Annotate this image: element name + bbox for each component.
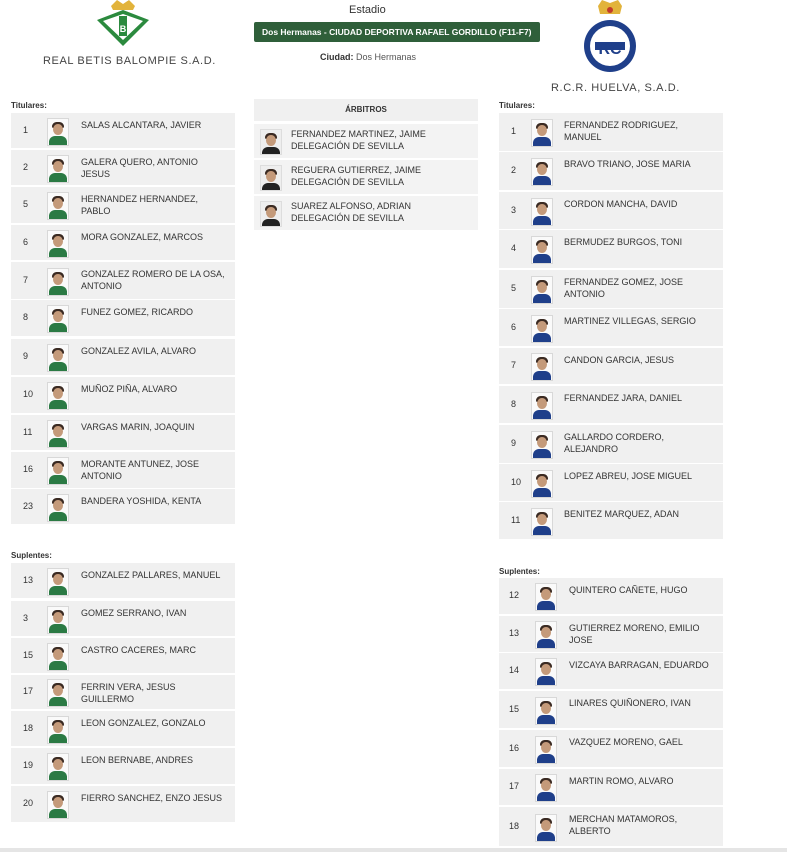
player-photo-icon — [47, 494, 69, 522]
player-name[interactable]: MARTIN ROMO, ALVARO — [569, 776, 674, 786]
player-photo-icon — [531, 198, 553, 226]
player-photo-icon — [531, 315, 553, 343]
referee-delegation: DELEGACIÓN DE SEVILLA — [291, 141, 405, 151]
player-row[interactable] — [11, 113, 235, 148]
player-photo-icon — [531, 508, 553, 536]
player-photo-icon — [531, 431, 553, 459]
player-photo-icon — [47, 305, 69, 333]
player-row[interactable] — [11, 786, 235, 822]
player-row[interactable] — [11, 601, 235, 636]
referee-photo-icon — [260, 201, 282, 227]
home-team-name: REAL BETIS BALOMPIE S.A.D. — [43, 55, 216, 67]
city-value: Dos Hermanas — [356, 52, 417, 62]
player-photo-icon — [47, 382, 69, 410]
player-row[interactable] — [499, 464, 723, 501]
player-photo-icon — [47, 268, 69, 296]
away-subs-label: Suplentes: — [499, 567, 540, 576]
player-name[interactable]: VIZCAYA BARRAGAN, EDUARDO — [569, 660, 709, 670]
player-number: 11 — [23, 427, 33, 437]
player-photo-icon — [531, 353, 553, 381]
player-photo-icon — [47, 791, 69, 819]
player-number: 5 — [511, 283, 517, 293]
city-label: Ciudad: — [320, 52, 354, 62]
player-number: 19 — [23, 760, 34, 770]
player-photo-icon — [47, 230, 69, 258]
player-name[interactable]: BENITEZ MARQUEZ, ADAN — [564, 509, 680, 519]
referee-row[interactable] — [254, 196, 478, 230]
player-name[interactable]: FERNANDEZ JARA, DANIEL — [564, 393, 683, 403]
player-row[interactable] — [499, 230, 723, 268]
player-number: 5 — [23, 199, 29, 209]
player-row[interactable] — [499, 386, 723, 423]
player-photo-icon — [531, 236, 553, 264]
player-number: 8 — [511, 399, 517, 409]
player-name[interactable]: VAZQUEZ MORENO, GAEL — [569, 737, 683, 747]
player-row[interactable] — [11, 187, 235, 223]
referees-header: ÁRBITROS — [254, 99, 478, 121]
player-photo-icon — [47, 606, 69, 634]
player-photo-icon — [531, 470, 553, 498]
player-name[interactable]: HERNANDEZ HERNANDEZ, PABLO — [81, 194, 199, 216]
player-photo-icon — [47, 457, 69, 485]
player-number: 20 — [23, 798, 34, 808]
player-name[interactable]: GONZALEZ PALLARES, MANUEL — [81, 570, 221, 580]
stadium-badge: Dos Hermanas - CIUDAD DEPORTIVA RAFAEL GORDILLO (F11-F7) — [254, 22, 540, 42]
player-name[interactable]: MUÑOZ PIÑA, ALVARO — [81, 384, 178, 394]
player-number: 6 — [511, 322, 517, 332]
player-row[interactable] — [11, 225, 235, 260]
home-team-crest-icon — [93, 0, 153, 48]
player-name[interactable]: FERRIN VERA, JESUS GUILLERMO — [81, 682, 176, 704]
player-row[interactable] — [499, 502, 723, 539]
player-number: 23 — [23, 501, 34, 511]
player-number: 3 — [23, 613, 29, 623]
player-row[interactable] — [499, 730, 723, 767]
away-team-name: R.C.R. HUELVA, S.A.D. — [551, 82, 680, 94]
referee-name: SUAREZ ALFONSO, ADRIAN — [291, 201, 412, 211]
player-photo-icon — [531, 119, 553, 147]
player-row[interactable] — [11, 489, 235, 524]
player-name[interactable]: BERMUDEZ BURGOS, TONI — [564, 237, 683, 247]
player-photo-icon — [47, 118, 69, 146]
page-bottom-bar — [0, 848, 787, 852]
player-name[interactable]: GALERA QUERO, ANTONIO JESUS — [81, 157, 198, 179]
player-name[interactable]: FUNEZ GOMEZ, RICARDO — [81, 307, 193, 317]
player-number: 6 — [23, 237, 29, 247]
player-row[interactable] — [11, 711, 235, 746]
player-name[interactable]: GONZALEZ AVILA, ALVARO — [81, 346, 197, 356]
player-number: 18 — [23, 723, 34, 733]
player-row[interactable] — [11, 675, 235, 709]
home-starters-label: Titulares: — [11, 101, 47, 110]
player-photo-icon — [535, 621, 557, 649]
referee-delegation: DELEGACIÓN DE SEVILLA — [291, 213, 405, 223]
player-number: 10 — [511, 477, 522, 487]
city-line — [320, 52, 416, 62]
player-name[interactable]: CASTRO CACERES, MARC — [81, 645, 197, 655]
player-number: 18 — [509, 821, 520, 831]
player-photo-icon — [47, 679, 69, 707]
player-row[interactable] — [11, 415, 235, 450]
player-row[interactable] — [11, 262, 235, 299]
player-row[interactable] — [499, 113, 723, 151]
player-row[interactable] — [499, 653, 723, 689]
player-name[interactable]: GONZALEZ ROMERO DE LA OSA, ANTONIO — [81, 269, 225, 291]
player-number: 15 — [509, 704, 520, 714]
player-name[interactable]: LINARES QUIÑONERO, IVAN — [569, 698, 691, 708]
away-starters-label: Titulares: — [499, 101, 535, 110]
player-number: 10 — [23, 389, 34, 399]
player-row[interactable] — [11, 748, 235, 784]
player-row[interactable] — [499, 309, 723, 346]
player-name[interactable]: QUINTERO CAÑETE, HUGO — [569, 585, 688, 595]
player-row[interactable] — [499, 578, 723, 614]
player-row[interactable] — [499, 807, 723, 846]
player-photo-icon — [535, 814, 557, 842]
player-photo-icon — [531, 392, 553, 420]
referee-delegation: DELEGACIÓN DE SEVILLA — [291, 177, 405, 187]
player-photo-icon — [47, 344, 69, 372]
player-name[interactable]: MORA GONZALEZ, MARCOS — [81, 232, 204, 242]
player-name[interactable]: LEON GONZALEZ, GONZALO — [81, 718, 206, 728]
player-number: 14 — [509, 665, 520, 675]
player-name[interactable]: GALLARDO CORDERO, ALEJANDRO — [564, 432, 665, 454]
player-name[interactable]: GUTIERREZ MORENO, EMILIO JOSE — [569, 623, 700, 645]
player-photo-icon — [535, 583, 557, 611]
player-number: 17 — [509, 781, 520, 791]
player-number: 2 — [23, 162, 29, 172]
player-number: 13 — [23, 575, 34, 585]
player-row[interactable] — [499, 348, 723, 384]
player-row[interactable] — [11, 339, 235, 375]
player-number: 2 — [511, 165, 517, 175]
player-row[interactable] — [499, 425, 723, 463]
player-row[interactable] — [11, 638, 235, 673]
player-name[interactable]: VARGAS MARIN, JOAQUIN — [81, 422, 195, 432]
player-number: 4 — [511, 243, 517, 253]
player-number: 3 — [511, 205, 517, 215]
stadium-label: Estadio — [349, 4, 386, 16]
player-number: 9 — [23, 351, 29, 361]
player-name[interactable]: MORANTE ANTUNEZ, JOSE ANTONIO — [81, 459, 200, 481]
player-photo-icon — [47, 568, 69, 596]
player-name[interactable]: GOMEZ SERRANO, IVAN — [81, 608, 187, 618]
player-row[interactable] — [499, 769, 723, 805]
player-number: 15 — [23, 650, 34, 660]
player-number: 11 — [511, 515, 521, 525]
player-row[interactable] — [499, 152, 723, 190]
player-photo-icon — [535, 697, 557, 725]
player-photo-icon — [535, 736, 557, 764]
player-row[interactable] — [499, 192, 723, 229]
referee-row[interactable] — [254, 124, 478, 158]
player-number: 9 — [511, 438, 517, 448]
svg-text:RC: RC — [598, 41, 622, 58]
player-photo-icon — [47, 155, 69, 183]
player-photo-icon — [535, 658, 557, 686]
svg-text:B: B — [119, 24, 127, 34]
player-number: 1 — [23, 125, 29, 135]
player-photo-icon — [47, 192, 69, 220]
referee-row[interactable] — [254, 160, 478, 194]
player-name[interactable]: SALAS ALCANTARA, JAVIER — [81, 120, 202, 130]
player-photo-icon — [47, 753, 69, 781]
player-row[interactable] — [499, 616, 723, 652]
player-name[interactable]: BANDERA YOSHIDA, KENTA — [81, 496, 202, 506]
player-number: 8 — [23, 312, 29, 322]
player-number: 13 — [509, 628, 520, 638]
player-row[interactable] — [11, 563, 235, 598]
player-row[interactable] — [11, 300, 235, 336]
player-number: 12 — [509, 590, 520, 600]
player-row[interactable] — [11, 377, 235, 413]
player-name[interactable]: CORDON MANCHA, DAVID — [564, 199, 678, 209]
player-row[interactable] — [11, 150, 235, 185]
player-name[interactable]: LOPEZ ABREU, JOSE MIGUEL — [564, 471, 693, 481]
player-number: 16 — [23, 464, 34, 474]
player-photo-icon — [47, 716, 69, 744]
player-photo-icon — [531, 158, 553, 186]
player-number: 7 — [511, 360, 517, 370]
referee-photo-icon — [260, 165, 282, 191]
player-row[interactable] — [11, 452, 235, 488]
referee-name: FERNANDEZ MARTINEZ, JAIME — [291, 129, 426, 139]
player-name[interactable]: BRAVO TRIANO, JOSE MARIA — [564, 159, 691, 169]
player-name[interactable]: FIERRO SANCHEZ, ENZO JESUS — [81, 793, 223, 803]
player-name[interactable]: CANDON GARCIA, JESUS — [564, 355, 675, 365]
player-name[interactable]: FERNANDEZ GOMEZ, JOSE ANTONIO — [564, 277, 684, 299]
player-number: 1 — [511, 126, 517, 136]
player-name[interactable]: FERNANDEZ RODRIGUEZ, MANUEL — [564, 120, 679, 142]
away-team-crest-icon — [580, 0, 640, 76]
home-subs-label: Suplentes: — [11, 551, 52, 560]
player-name[interactable]: MARTINEZ VILLEGAS, SERGIO — [564, 316, 696, 326]
player-name[interactable]: MERCHAN MATAMOROS, ALBERTO — [569, 814, 678, 836]
player-photo-icon — [535, 774, 557, 802]
referee-name: REGUERA GUTIERREZ, JAIME — [291, 165, 422, 175]
player-number: 17 — [23, 686, 34, 696]
player-row[interactable] — [499, 691, 723, 728]
player-row[interactable] — [499, 270, 723, 308]
player-photo-icon — [47, 643, 69, 671]
player-photo-icon — [47, 420, 69, 448]
player-number: 7 — [23, 275, 29, 285]
player-name[interactable]: LEON BERNABE, ANDRES — [81, 755, 194, 765]
player-number: 16 — [509, 743, 520, 753]
player-photo-icon — [531, 276, 553, 304]
referee-photo-icon — [260, 129, 282, 155]
